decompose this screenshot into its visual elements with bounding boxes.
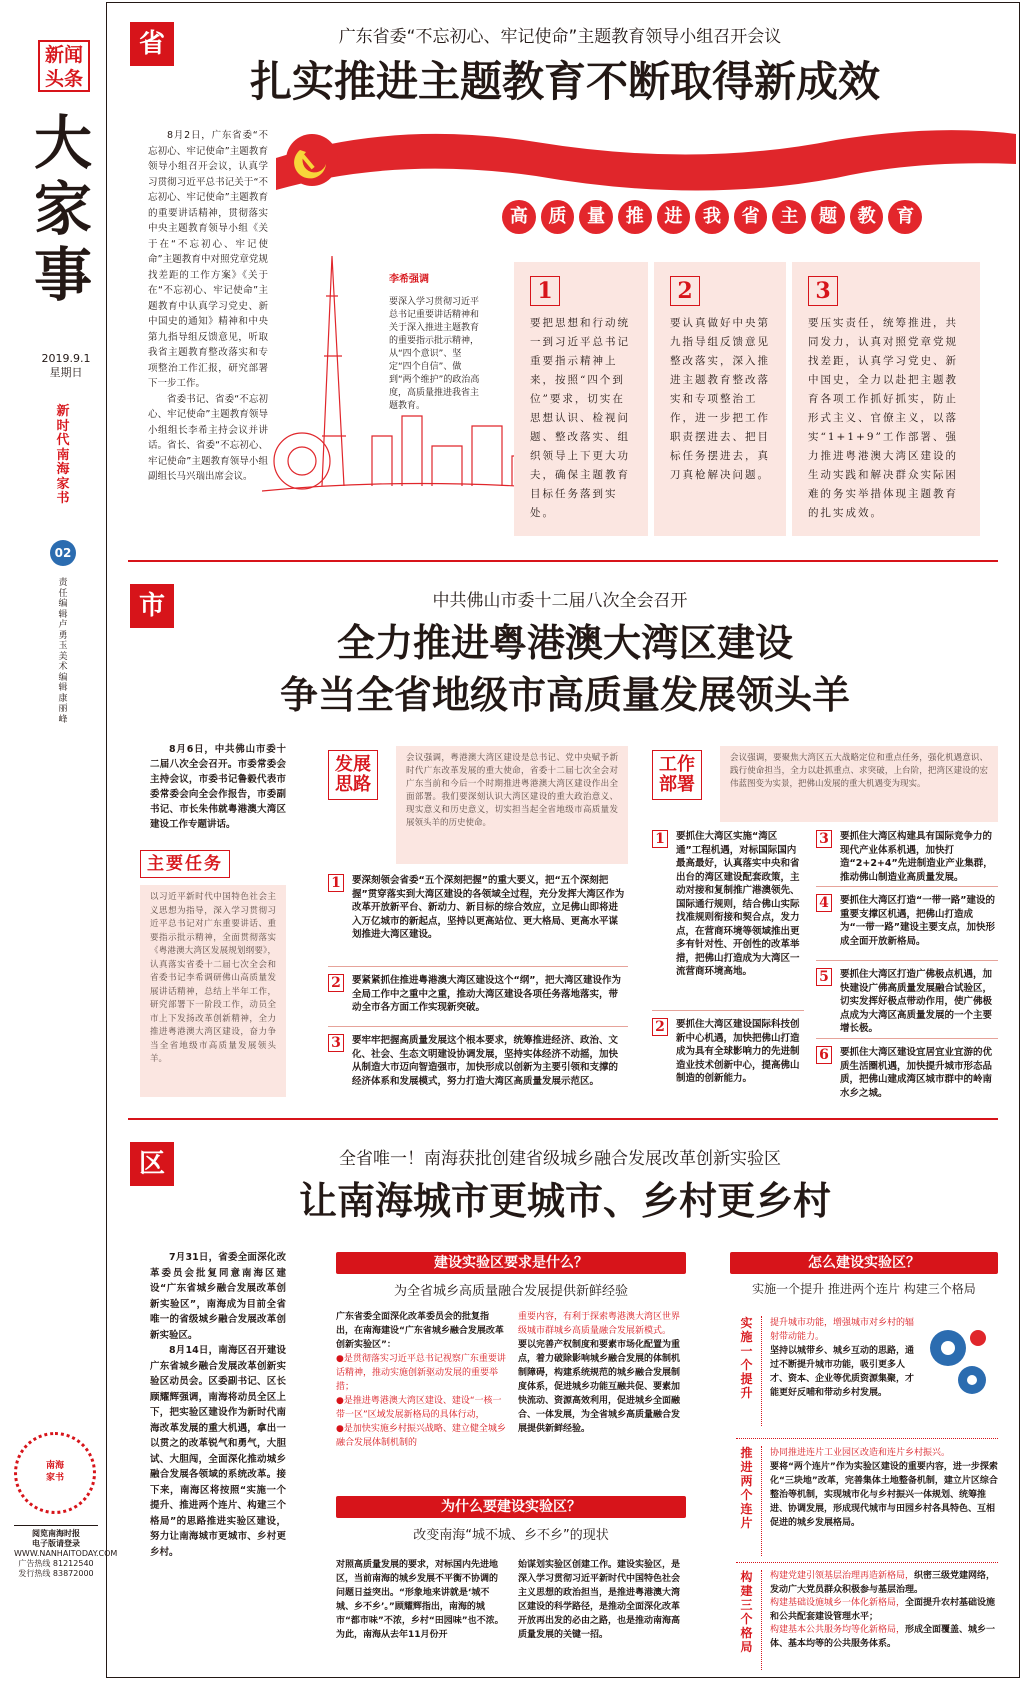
deploy-item-2 bbox=[652, 1018, 802, 1086]
bubble-char: 教 bbox=[850, 200, 884, 234]
deploy-number: 4 bbox=[816, 894, 832, 912]
deploy-text: 要抓住大湾区建设国际科技创新中心机遇，加快把佛山打造成为具有全球影响力的先进制造业技术创新中心，提高佛山制造的创新能力。 bbox=[676, 1019, 800, 1084]
q3-separator bbox=[736, 1562, 998, 1563]
section2-headline-2: 争当全省地级市高质量发展领头羊 bbox=[279, 672, 850, 717]
idea-text: 要紧紧抓住推进粤港澳大湾区建设这个“纲”，把大湾区建设作为全局工作中之重中之重，推动大湾区建设各项任务落地落实，带动全市各方面工作实现新突破。 bbox=[352, 975, 621, 1013]
qr-code-icon[interactable] bbox=[14, 1432, 96, 1514]
bubble-char: 主 bbox=[772, 200, 806, 234]
section1-body bbox=[148, 128, 268, 485]
rule-number: 2 bbox=[670, 276, 700, 306]
section-divider bbox=[128, 560, 998, 562]
section2-deploy-intro: 会议强调，要聚焦大湾区五大战略定位和重点任务，强化机遇意识、践行使命担当，全力以赴抓重点、求突破，上台阶，把湾区建设的宏伟蓝图变为实景，把佛山发展的重大机遇变为现实。 bbox=[720, 746, 998, 822]
idea-number: 1 bbox=[328, 874, 344, 892]
section2-tasks-text: 以习近平新时代中国特色社会主义思想为指导，深入学习贯彻习近平总书记对广东重要讲话、重要指示批示精神，全面贯彻落实《粤港澳大湾区发展规划纲要》，认真落实省委十二届七次全会和省委书记李希调研佛山高质量发展讲话精神，总结上半年工作，研究部署下一阶段工作，动员全市上下发扬改革创新精神，全力推进粤港澳大湾区建设，奋力争当全省地级市高质量发展领头羊。 bbox=[140, 885, 286, 1097]
q2-subtitle: 改变南海“城不城、乡不乡”的现状 bbox=[413, 1528, 609, 1543]
section1-note-title: 李希强调 bbox=[389, 274, 429, 285]
deploy-text: 要抓住大湾区构建具有国际竞争力的现代产业体系机遇，加快打造“2+2+4”先进制造业产业集群，推动佛山制造业高质量发展。 bbox=[840, 831, 993, 883]
masthead-logo: 新闻头条 bbox=[38, 40, 90, 92]
deploy-item-6 bbox=[816, 1046, 998, 1100]
section3-headline: 让南海城市更城市、乡村更乡村 bbox=[298, 1178, 831, 1223]
deploy-text: 要抓住大湾区打造“一带一路”建设的重要支撑区机遇，把佛山打造成为“一带一路”建设主要支点，加快形成全面开放新格局。 bbox=[840, 895, 995, 947]
masthead-title: 大家事 bbox=[33, 109, 92, 309]
q3-tag-1: 实施一个提升 bbox=[736, 1316, 762, 1426]
idea-item-1 bbox=[328, 874, 626, 942]
bubble-char: 推 bbox=[618, 200, 652, 234]
section3-body-p2: 8月14日，南海区召开建设广东省城乡融合发展改革创新实验区动员会。区委副书记、区长顾耀辉强调，南海将动员全区上下，把实验区建设作为新时代南海改革发展的重大机遇，拿出一以贯之的改革锐气和勇气，大胆试、大胆闯，全面深化推动城乡融合发展各领域的系统改革。接下来，南海区将按照“实施一个提升、推进两个连片、构建三个格局”的思路推进实验区建设，努力让南海城市更城市、乡村更乡村。 bbox=[150, 1345, 286, 1558]
q1-right-p1: 重要内容，有利于探索粤港澳大湾区世界级城市群城乡高质量融合发展新模式。 bbox=[518, 1312, 681, 1336]
q3-block-3 bbox=[770, 1570, 998, 1651]
deploy-text: 要抓住大湾区实施“湾区通”工程机遇，对标国际国内最高最好，认真落实中央和省出台的湾区建设配套政策，主动对接和复制推广港澳领先、国际通行规则，结合佛山实际找准规则衔接和契合点，发力点，在营商环境等领域推出更多有针对性、开创性的改革举措，把佛山打造成为大湾区一流营商环境高地。 bbox=[676, 831, 800, 977]
q1-right-p2: 要以完善产权制度和要素市场化配置为重点，着力破除影响城乡融合发展的体制机制障碍，构建系统规范的城乡融合发展制度体系，促进城乡功能互融共促、要素加快流动、资源高效利用，促进城乡全面融合、一体发展，为全省城乡高质量融合发展提供新鲜经验。 bbox=[518, 1340, 681, 1434]
issue-weekday: 星期日 bbox=[49, 366, 83, 379]
q1-left-p2: ●是贯彻落实习近平总书记视察广东重要讲话精神，推动实施创新驱动发展的重要举措； bbox=[336, 1354, 506, 1392]
q3-block-2-red: 协同推进连片工业园区改造和连片乡村振兴。 bbox=[770, 1448, 951, 1458]
bubble-char: 省 bbox=[734, 200, 768, 234]
section2-tasks-title: 主要任务 bbox=[140, 850, 230, 878]
deploy-separator bbox=[816, 960, 998, 961]
section1-note: 要深入学习贯彻习近平总书记重要讲话精神和关于深入推进主题教育的重要指示批示精神，从“四个意识”、坚定“四个自信”、做到“两个维护”的政治高度，高质量推进我省主题教育。 bbox=[389, 297, 480, 411]
section-tag-city: 市 bbox=[130, 584, 174, 628]
bubble-char: 育 bbox=[888, 200, 922, 234]
section2-deploy-title: 工作部署 bbox=[652, 750, 702, 800]
deploy-item-3 bbox=[816, 830, 998, 884]
bubble-char: 题 bbox=[811, 200, 845, 234]
masthead-date bbox=[36, 352, 96, 380]
deploy-number: 6 bbox=[816, 1046, 832, 1064]
q1-subtitle: 为全省城乡高质量融合发展提供新鲜经验 bbox=[393, 1284, 628, 1299]
qr-label: 南海家书 bbox=[45, 1461, 64, 1483]
deploy-number: 3 bbox=[816, 830, 832, 848]
section2-ideas-intro: 会议强调，粤港澳大湾区建设是总书记、党中央赋予新时代广东改革发展的重大使命，省委十二届七次全会对广东当前和今后一个时期推进粤港澳大湾区建设作出全面部署。我们要深刻认识大湾区建设的重大政治意义、现实意义和历史意义，切实担当起全省地级市高质量发展领头羊的历史使命。 bbox=[396, 746, 628, 864]
q1-left-p4: ●是加快实施乡村振兴战略、建立健全城乡融合发展体制机制的 bbox=[336, 1424, 506, 1448]
rule-number: 3 bbox=[808, 276, 838, 306]
footer-line-1: 阅览南海时报 bbox=[32, 1529, 80, 1538]
q1-right-text bbox=[518, 1310, 686, 1436]
section-divider bbox=[128, 1118, 998, 1120]
q3-block-3-red-1: 构建党建引领基层治理再造新格局， bbox=[770, 1571, 915, 1581]
rule-text: 要认真做好中央第九指导组反馈意见整改落实，深入推进主题教育整改落实和专项整治工作，进一步把工作职责摆进去、把目标任务摆进去，真刀真枪解决问题。 bbox=[670, 317, 770, 481]
section3-body bbox=[150, 1250, 286, 1560]
idea-text: 要牢牢把握高质量发展这个根本要求，统筹推进经济、政治、文化、社会、生态文明建设协调发展，坚持实体经济不动摇，加快从制造大市迈向智造强市，加快形成以创新为主要引领和支撑的经济体系和发展模式，努力打造大湾区高质量发展示范区。 bbox=[352, 1035, 619, 1087]
deploy-item-1 bbox=[652, 830, 802, 979]
footer-site: WWW.NANHAITODAY.COM bbox=[14, 1549, 118, 1558]
gears-illustration bbox=[918, 1318, 996, 1406]
issue-date: 2019.9.1 bbox=[41, 352, 91, 365]
deploy-separator bbox=[816, 1038, 998, 1039]
footer-distribution: 发行热线 83872000 bbox=[18, 1569, 94, 1578]
bubble-char: 量 bbox=[579, 200, 613, 234]
section-tag-district: 区 bbox=[130, 1142, 174, 1186]
q3-block-1-text: 坚持以城带乡、城乡互动的思路，通过不断提升城市功能，吸引更多人才、资本、企业等优质资源集聚，才能更好反哺和带动乡村发展。 bbox=[770, 1346, 915, 1398]
deploy-number: 2 bbox=[652, 1018, 668, 1036]
deploy-item-4 bbox=[816, 894, 998, 948]
rule-text: 要压实责任，统筹推进，共同发力，认真对照党章党规找差距，认真学习党史、新中国史，全力以赴把主题教育各项工作抓好抓实，防止形式主义、官僚主义，以落实“1+1+9”工作部署、强力推进粤港澳大湾区建设的生动实践和解决群众实际困难的务实举措体现主题教育的扎实成效。 bbox=[808, 317, 958, 519]
section-tag-province: 省 bbox=[130, 22, 174, 66]
bubble-char: 进 bbox=[657, 200, 691, 234]
q3-block-3-text-2: 全面提升农村基础设施和公共配套建设管理水平； bbox=[770, 1598, 996, 1622]
section3-kicker: 全省唯一！南海获批创建省级城乡融合发展改革创新实验区 bbox=[339, 1149, 781, 1169]
q1-title: 建设实验区要求是什么？ bbox=[336, 1252, 686, 1274]
bubble-char: 高 bbox=[502, 200, 536, 234]
deploy-number: 1 bbox=[652, 830, 668, 848]
footer-line-2: 电子版请登录 bbox=[32, 1539, 80, 1548]
q2-right-text: 始谋划实验区创建工作。建设实验区，是深入学习贯彻习近平新时代中国特色社会主义思想的政治担当，是推进粤港澳大湾区建设的科学路径，是推动全面深化改革开放再出发的必由之路，也是推动南海高质量发展的关键一招。 bbox=[518, 1560, 681, 1640]
section1-body-p1: 8月2日，广东省委“不忘初心、牢记使命”主题教育领导小组召开会议，认真学习贯彻习近平总书记关于“不忘初心、牢记使命”主题教育的重要讲话精神，贯彻落实中央主题教育领导小组《关于在“不忘初心、牢记使命”主题教育中对照党章党规找差距的工作方案》《关于在“不忘初心、牢记使命”主题教育中认真学习党史、新中国史的通知》精神和中央第九指导组反馈意见，听取我省主题教育整改落实和专项整治工作汇报，研究部署下一步工作。 bbox=[148, 130, 268, 389]
deploy-text: 要抓住大湾区打造广佛极点机遇，加快建设广佛高质量发展融合试验区，切实发挥好极点带动作用，使广佛极点成为大湾区高质量发展的一个主要增长极。 bbox=[840, 969, 993, 1034]
q3-block-1 bbox=[770, 1316, 914, 1400]
q3-subtitle: 实施一个提升 推进两个连片 构建三个格局 bbox=[752, 1282, 976, 1296]
deploy-separator bbox=[652, 1010, 804, 1011]
section1-body-p2: 省委书记、省委“不忘初心、牢记使命”主题教育领导小组组长李希主持会议并讲话。省长、省委“不忘初心、牢记使命”主题教育领导小组副组长马兴瑞出席会议。 bbox=[148, 393, 268, 482]
q3-block-2-text: 要将“两个连片”作为实验区建设的重要内容，进一步探索化“三块地”改革，完善集体土地整备机制，建立片区综合整治等机制，实现城市化与乡村振兴一体规划、统筹推进、协调发展，形成现代城市与田园乡村各具特色、互相促进的城乡发展格局。 bbox=[770, 1462, 998, 1528]
rule-panel-1 bbox=[514, 262, 648, 536]
masthead-footer bbox=[14, 1525, 118, 1579]
bubble-char: 质 bbox=[541, 200, 575, 234]
q3-block-2 bbox=[770, 1446, 998, 1530]
bubble-char: 我 bbox=[695, 200, 729, 234]
page-number-badge: 02 bbox=[50, 540, 76, 566]
q3-block-3-red-3: 构建基本公共服务均等化新格局， bbox=[770, 1625, 906, 1635]
rule-panel-3 bbox=[792, 262, 980, 536]
q1-left-p3: ●是推进粤港澳大湾区建设、建设“一核一带一区”区域发展新格局的具体行动， bbox=[336, 1396, 502, 1420]
section2-headline-1: 全力推进粤港澳大湾区建设 bbox=[336, 620, 793, 665]
q3-block-1-red: 提升城市功能，增强城市对乡村的辐射带动能力。 bbox=[770, 1318, 915, 1342]
section2-lead bbox=[150, 742, 286, 832]
deploy-number: 5 bbox=[816, 968, 832, 986]
idea-number: 2 bbox=[328, 974, 344, 992]
q3-block-3-text-1: 织密三级党建网络，发动广大党员群众积极参与基层治理。 bbox=[770, 1571, 996, 1595]
section1-headline: 扎实推进主题教育不断取得新成效 bbox=[249, 57, 880, 106]
deploy-separator bbox=[816, 886, 998, 887]
q3-separator bbox=[736, 1438, 998, 1439]
idea-separator bbox=[328, 1026, 628, 1027]
q3-title: 怎么建设实验区？ bbox=[730, 1252, 998, 1274]
section2-lead-text: 8月6日，中共佛山市委十二届八次全会召开。市委常委会主持会议，市委书记鲁毅代表市委常委会向全会作报告，市委副书记、市长朱伟就粤港澳大湾区建设工作专题讲话。 bbox=[150, 744, 286, 830]
masthead bbox=[0, 0, 118, 1681]
idea-text: 要深刻领会省委“五个深刻把握”的重大要义，把“五个深刻把握”贯穿落实到大湾区建设的各领域全过程，充分发挥大湾区作为改革开放新平台、新动力、新目标的综合效应，立足佛山即将进入万亿城市的新起点，坚持以更高站位、更大格局、更高水平谋划推进大湾区建设。 bbox=[352, 875, 625, 940]
rule-text: 要把思想和行动统一到习近平总书记重要指示精神上来，按照“四个到位”要求，切实在思想认识、检视问题、整改落实、组织领导上下更大功夫，确保主题教育目标任务落到实处。 bbox=[530, 317, 630, 519]
q1-left-text bbox=[336, 1310, 506, 1450]
q2-title: 为什么要建设实验区？ bbox=[336, 1496, 686, 1518]
rule-panel-2 bbox=[654, 262, 786, 536]
idea-separator bbox=[328, 966, 628, 967]
q3-block-3-red-2: 构建基础设施城乡一体化新格局， bbox=[770, 1598, 906, 1608]
idea-number: 3 bbox=[328, 1034, 344, 1052]
masthead-slogan: 新时代南海家书 bbox=[56, 404, 70, 506]
idea-item-3 bbox=[328, 1034, 626, 1088]
q3-block-3-text-3: 形成全面覆盖、城乡一体、基本均等的公共服务体系。 bbox=[770, 1625, 996, 1649]
section1-kicker: 广东省委“不忘初心、牢记使命”主题教育领导小组召开会议 bbox=[338, 27, 782, 47]
deploy-item-5 bbox=[816, 968, 998, 1036]
q3-tag-2: 推进两个连片 bbox=[736, 1446, 762, 1556]
party-flag-banner bbox=[276, 120, 1016, 200]
rule-number: 1 bbox=[530, 276, 560, 306]
section2-ideas-title: 发展思路 bbox=[328, 750, 378, 800]
section2-kicker: 中共佛山市委十二届八次全会召开 bbox=[432, 591, 688, 611]
section3-body-p1: 7月31日，省委全面深化改革委员会批复同意南海区建设“广东省城乡融合发展改革创新实验区”，南海成为目前全省唯一的省级城乡融合发展改革创新实验区。 bbox=[150, 1252, 286, 1341]
section1-bubble-row bbox=[502, 200, 922, 242]
q3-tag-3: 构建三个格局 bbox=[736, 1570, 762, 1670]
editor-credits: 责任编辑 卢勇玉 美术编辑 康丽峰 bbox=[58, 578, 68, 725]
q2-left-text: 对照高质量发展的要求，对标国内先进地区，当前南海的城乡发展不平衡不协调的问题日益突出。“形象地来讲就是‘城不城、乡不乡’。”顾耀辉指出，南海的城市“都市味”不浓，乡村“田园味”也不浓。为此，南海从去年11月份开 bbox=[336, 1560, 504, 1640]
q1-left-p1: 广东省委全面深化改革委员会的批复指出，在南海建设“广东省城乡融合发展改革创新实验区”： bbox=[336, 1312, 504, 1350]
footer-ad: 广告热线 81212540 bbox=[18, 1559, 94, 1568]
deploy-text: 要抓住大湾区建设宜居宜业宜游的优质生活圈机遇，加快提升城市形态品质，把佛山建成湾区城市群中的岭南水乡之城。 bbox=[840, 1047, 993, 1099]
idea-item-2 bbox=[328, 974, 626, 1015]
